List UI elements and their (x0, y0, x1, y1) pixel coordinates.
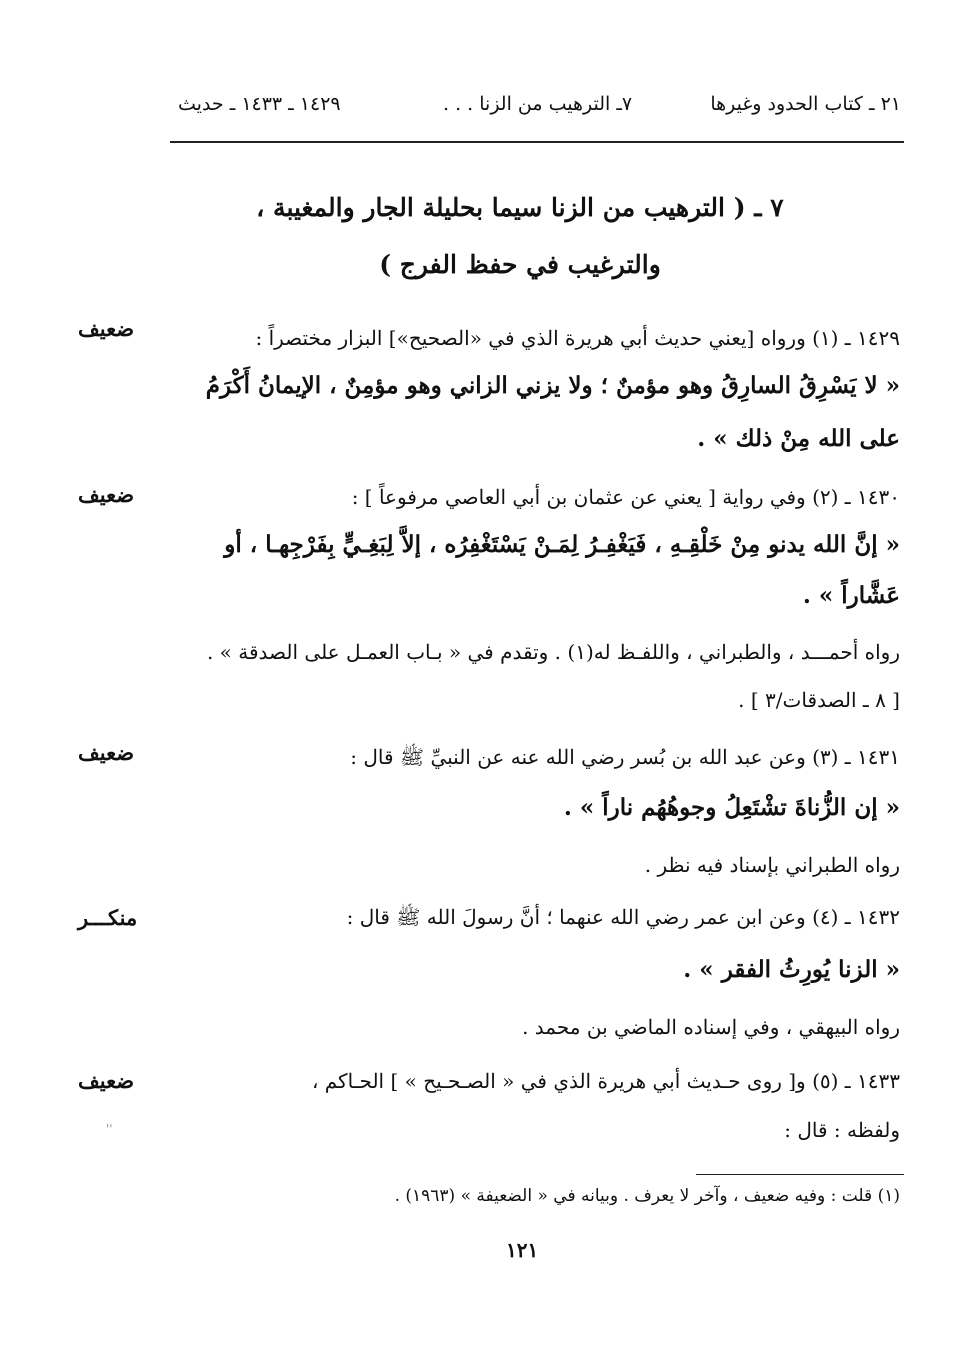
grade-label: ضعيف (78, 1068, 135, 1093)
hadith-1432-source: رواه البيهقي ، وفي إسناده الماضي بن محمد . (522, 1015, 900, 1039)
grade-label: ضعيف (78, 316, 135, 341)
hadith-1432-intro: ١٤٣٢ ـ (٤) وعن ابن عمر رضي الله عنهما ؛ أنَّ رسولَ الله ﷺ قال : (346, 905, 900, 929)
hadith-1430-reference: [ ٨ ـ الصدقات/٣ ] . (738, 688, 900, 712)
margin-mark: '' (106, 1122, 113, 1136)
hadith-1430-source: رواه أحمـــد ، والطبراني ، واللفـظ له(١) . وتقدم في « بـاب العمـل على الصدقة » . (206, 640, 900, 664)
hadith-1430-text-end: عَشَّاراً » . (802, 582, 900, 609)
page-number: ١٢١ (506, 1238, 539, 1262)
grade-label: ضعيف (78, 482, 135, 507)
grade-label: ضعيف (78, 740, 135, 765)
hadith-1433-intro: ١٤٣٣ ـ (٥) و[ روى حـديث أبي هريرة الذي في « الصـحـيح » ] الحـاكم ، (311, 1069, 900, 1093)
hadith-1430-intro: ١٤٣٠ ـ (٢) وفي رواية [ يعني عن عثمان بن أبي العاصي مرفوعاً ] : (351, 485, 900, 509)
hadith-1429-text-end: على الله مِنْ ذلك » . (697, 425, 900, 452)
chapter-title-line1: ٧ ـ ( الترهيب من الزنا سيما بحليلة الجار والمغيبة ، (256, 193, 784, 222)
running-header-range: ١٤٢٩ ـ ١٤٣٣ ـ حديث (178, 93, 341, 115)
hadith-1431-text: « إن الزُّناةَ تشْتَعِلُ وجوهُهُم ناراً » . (563, 794, 900, 821)
running-header-chapter: ٧ـ الترهيب من الزنا . . . (443, 93, 633, 115)
footnote-rule (696, 1174, 904, 1175)
hadith-1431-source: رواه الطبراني بإسناد فيه نظر . (644, 853, 900, 877)
hadith-1432-text: « الزنا يُورِثُ الفقر » . (683, 956, 900, 983)
hadith-1433-text: ولفظه : قال : (784, 1118, 900, 1142)
chapter-title-line2: والترغيب في حفظ الفرج ) (379, 250, 661, 279)
header-rule (170, 141, 904, 143)
hadith-1429-text: « لا يَسْرِقُ السارِقُ وهو مؤمنٌ ؛ ولا يزني الزاني وهو مؤمِنٌ ، الإيمانُ أَكْرَمُ (205, 372, 900, 399)
grade-label: منكـــر (78, 905, 138, 930)
hadith-1429-intro: ١٤٢٩ ـ (١) ورواه [يعني حديث أبي هريرة الذي في «الصحيح»] البزار مختصراً : (255, 326, 900, 350)
hadith-1431-intro: ١٤٣١ ـ (٣) وعن عبد الله بن بُسر رضي الله عنه عن النبيِّ ﷺ قال : (350, 745, 900, 769)
running-header-book: ٢١ ـ كتاب الحدود وغيرها (710, 93, 901, 115)
hadith-1430-text: « إنَّ الله يدنو مِنْ خَلْقِـهِ ، فَيَغْفِـرُ لِمَـنْ يَسْتَغْفِرُه ، إلاَّ لِبَغِـيٍّ بِفَرْجِهـا ، أو (224, 531, 900, 558)
footnote-1: (١) قلت : وفيه ضعيف ، وآخر لا يعرف . وبيانه في « الضعيفة » (١٩٦٣) . (394, 1186, 900, 1206)
